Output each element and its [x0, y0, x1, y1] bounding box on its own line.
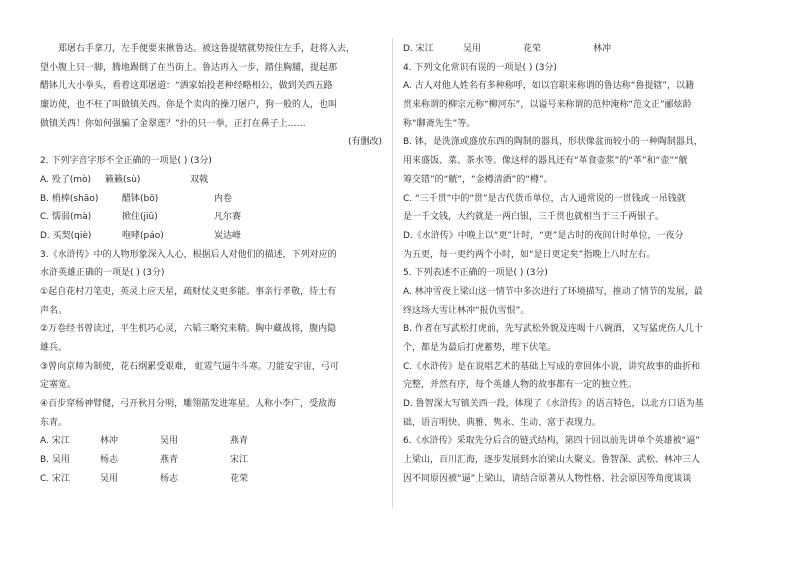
option-cell: 吴用	[160, 436, 179, 447]
q2-stem: 2. 下列字音字形不全正确的一项是( ) (3分)	[40, 156, 212, 167]
q5-line: 个，都是为最后打虎蓄势，埋下伏笔。	[403, 343, 557, 353]
q5-line: B. 作者在写武松打虎前，先写武松外貌及连喝十八碗酒，又写猛虎伤人几十	[403, 324, 703, 335]
option-cell: 醋钵(bō)	[122, 193, 159, 204]
q4-line: 是一千文钱，大约就是一两白银，三千贯也就相当于三千两银子。	[403, 212, 665, 223]
q5-line: D. 鲁智深大写镇关西一段，体现了《水浒传》的语言特色，以北方口语为基	[403, 399, 704, 410]
option-cell: 吴用	[463, 44, 482, 54]
option-cell: 杨志	[100, 455, 119, 466]
q3-stem: 水浒英雄正确的一项是( ) (3分)	[40, 268, 165, 279]
q3-option-c	[40, 470, 382, 489]
q3-item: ①起自花村刀笔吏，英灵上应天星，疏财仗义更多能。事亲行孝敬，待士有	[40, 286, 337, 297]
q2-option-a	[40, 171, 382, 190]
option-cell: 燕青	[230, 436, 249, 447]
column-divider	[392, 38, 393, 508]
option-cell: 双戟	[190, 174, 209, 185]
q5-line: 终这场大雪让林冲“报仇雪恨”。	[403, 305, 530, 316]
q2-option-c	[40, 208, 382, 227]
q4-line: D.《水浒传》中晚上以“更”计时，“更”是古时的夜间计时单位，一夜分	[403, 230, 684, 241]
option-cell: 咆哮(páo)	[122, 230, 164, 241]
q4-line: C. “三千贯”中的“贯”是古代货币单位，古人通常说的一贯钱或一吊钱就	[403, 193, 686, 204]
option-cell: 燕青	[160, 455, 179, 466]
q3-stem: 3.《水浒传》中的人物形象深入人心，根据后人对他们的描述，下列对应的	[40, 249, 337, 260]
passage-line: 做镇关西！你如何强骗了金翠莲？”扑的只一拳，正打在鼻子上……	[40, 118, 306, 129]
passage-line: 廉访使，也不枉了叫做镇关西。你是个卖肉的操刀屠户，狗一般的人，也叫	[40, 100, 338, 111]
q3-item: ④百步穿杨神臂健，弓开秋月分明，雕翎箭发进寒星。人称小李广，受敌海	[40, 399, 337, 410]
option-cell: D. 买契(qiè)	[40, 230, 92, 241]
q5-line: 完整，并然有序，每个英雄人物的故事都有一定的独立性。	[403, 380, 638, 391]
passage-line: 郑屠右手拿刀，左手便要来揪鲁达。被这鲁提辖就势按住左手，赶将入去，	[58, 44, 356, 54]
option-cell: 杨志	[160, 473, 179, 484]
q6-line: 上梁山，百川汇海，逐步发展到水泊梁山大聚义。鲁智深、武松、林冲三人	[403, 455, 701, 466]
option-cell: 宋江	[230, 455, 249, 466]
q6-line: 因不同原因被“逼”上梁山，请结合原著从人物性格、社会原因等角度谈谈	[403, 473, 692, 484]
q3-item: ②万卷经书曾读过，平生机巧心灵，六韬三略究来精。胸中藏战将，腹内隐	[40, 324, 337, 335]
left-column	[40, 40, 382, 489]
option-cell: 籁籁(sù)	[105, 174, 141, 185]
q5-line: A. 林冲雪夜上梁山这一情节中多次进行了环境描写，推动了情节的发展，最	[403, 286, 703, 297]
option-cell: A. 殁了(mò)	[40, 174, 92, 185]
option-cell: 花荣	[230, 473, 249, 484]
q2-option-d	[40, 227, 382, 246]
option-cell: 内卷	[214, 193, 233, 204]
q3-option-b	[40, 451, 382, 470]
q4-line: 为五更，每一更约两个小时，如“是日更定矣”指晚上八时左右。	[403, 249, 656, 260]
q6-line: 6.《水浒传》采取先分后合的链式结构，第四十回以前先讲单个英雄被“逼”	[403, 436, 700, 447]
q5-line: C.《水浒传》是在说唱艺术的基础上写成的章回体小说，讲究故事的曲折和	[403, 361, 701, 372]
q5-stem: 5. 下列表述不正确的一项是( ) (3分)	[403, 268, 548, 279]
option-cell: 炭达峰	[214, 230, 242, 241]
q4-line: 称“聊斋先生”等。	[403, 118, 476, 129]
option-cell: C. 宋江	[40, 473, 71, 484]
q2-option-b	[40, 190, 382, 209]
option-cell: A. 宋江	[40, 436, 70, 447]
q3-item: 定塞宽。	[40, 380, 77, 391]
option-cell: 吴用	[100, 473, 119, 484]
q3-item: 雄兵。	[40, 343, 68, 353]
q3-item: ③曾向京师为制使，花石纲累受艰难， 虹霓气逼牛斗寒。刀能安宇宙，弓可	[40, 361, 339, 372]
q3-option-d	[403, 40, 755, 59]
option-cell: B. 吴用	[40, 455, 70, 466]
q5-line: 础，语言明快、典雅、隽永、生动、富于表现力。	[403, 417, 602, 428]
q3-item: 东青。	[40, 417, 68, 428]
right-column	[403, 40, 755, 489]
q4-line: A. 古人对他人姓名有多种称呼，如以官职来称谓的鲁达称“鲁提辖”，以籍	[403, 81, 695, 92]
passage-line: 望小腹上只一脚，腾地踢倒了在当街上。鲁达再入一步，踏住胸脯，提起那	[40, 62, 338, 73]
option-cell: 林冲	[100, 436, 119, 447]
q3-option-a	[40, 432, 382, 451]
option-cell: C. 懦弱(mà)	[40, 212, 92, 223]
q4-line: 筹交错”的“觥”，“金樽清酒”的“樽”。	[403, 174, 553, 185]
option-cell: 凡尔赛	[214, 212, 242, 223]
q4-line: B. 钵，是洗涤或盛放东西的陶制的器具，形状像盆而较小的一种陶制器具，	[403, 137, 703, 148]
q4-line: 贯来称谓的柳宗元称“柳河东”，以谥号来称谓的范仲淹称“范文正”郦炫龄	[403, 100, 692, 111]
passage-line: 醋钵儿大小拳头，看着这郑屠道：“洒家始投老种经略相公，做到关西五路	[40, 81, 333, 92]
option-cell: D. 宋江	[403, 44, 434, 54]
option-cell: 林冲	[593, 44, 612, 54]
q4-stem: 4. 下列文化常识有误的一项是( ) (3分)	[403, 62, 557, 73]
option-cell: B. 梢棒(shāo)	[40, 193, 99, 204]
passage-note: (有删改)	[347, 137, 382, 148]
q3-item: 声名。	[40, 305, 68, 316]
option-cell: 花荣	[523, 44, 542, 54]
option-cell: 掀住(jiū)	[122, 212, 158, 223]
q4-line: 用来盛饭、菜、茶水等。像这样的器具还有“革食壶浆”的“革”和“壶”“觥	[403, 156, 688, 167]
